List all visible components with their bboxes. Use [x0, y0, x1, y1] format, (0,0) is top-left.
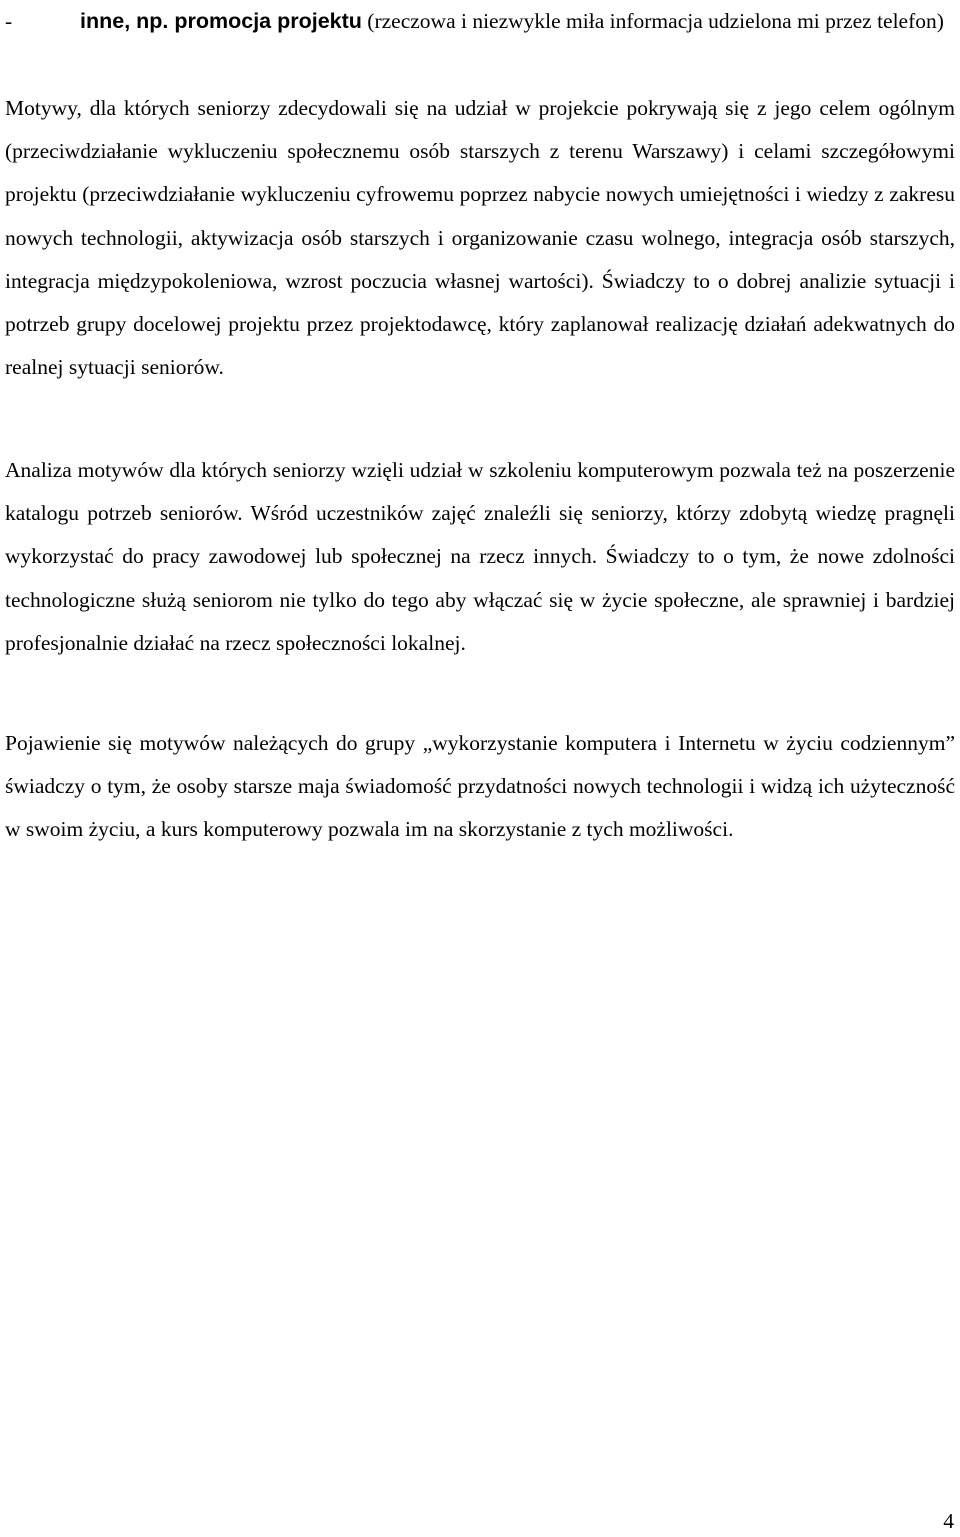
paragraph-analysis: Analiza motywów dla których seniorzy wzięli udział w szkoleniu komputerowym pozwala też na poszerzenie katalogu potrzeb seniorów. Wśród uczestników zajęć znaleźli się seniorzy, którzy zdobytą wiedzę pragnęli wykorzystać do pracy zawodowej lub społecznej na rzecz innych. Świadczy to o tym, że nowe zdolności technologiczne służą seniorom nie tylko do tego aby włączać się w życie społeczne, ale sprawniej i bardziej profesjonalnie działać na rzecz społeczności lokalnej.	[5, 458, 955, 655]
paragraph-everyday-use: Pojawienie się motywów należących do grupy „wykorzystanie komputera i Internetu w życiu codziennym” świadczy o tym, że osoby starsze maja świadomość przydatności nowych technologii i widzą ich użyteczność w swoim życiu, a kurs komputerowy pozwala im na skorzystanie z tych możliwości.	[5, 731, 955, 842]
bullet-dash: -	[5, 9, 13, 33]
paragraph-motives: Motywy, dla których seniorzy zdecydowali się na udział w projekcie pokrywają się z jego celem ogólnym (przeciwdziałanie wykluczeniu społecznemu osób starszych z terenu Warszawy) i celami szczegółowymi projektu (przeciwdziałanie wykluczeniu cyfrowemu poprzez nabycie nowych umiejętności i wiedzy z zakresu nowych technologii, aktywizacja osób starszych i organizowanie czasu wolnego, integracja osób starszych, integracja międzypokoleniowa, wzrost poczucia własnej wartości). Świadczy to o dobrej analizie sytuacji i potrzeb grupy docelowej projektu przez projektodawcę, który zaplanował realizację działań adekwatnych do realnej sytuacji seniorów.	[5, 96, 955, 380]
bullet-text	[80, 0, 960, 43]
bullet-item	[5, 0, 960, 43]
page-number: 4	[943, 1509, 954, 1533]
bullet-body: (rzeczowa i niezwykle miła informacja udzielona mi przez telefon)	[361, 9, 944, 33]
bullet-bold-lead: inne, np. promocja projektu	[80, 9, 362, 33]
